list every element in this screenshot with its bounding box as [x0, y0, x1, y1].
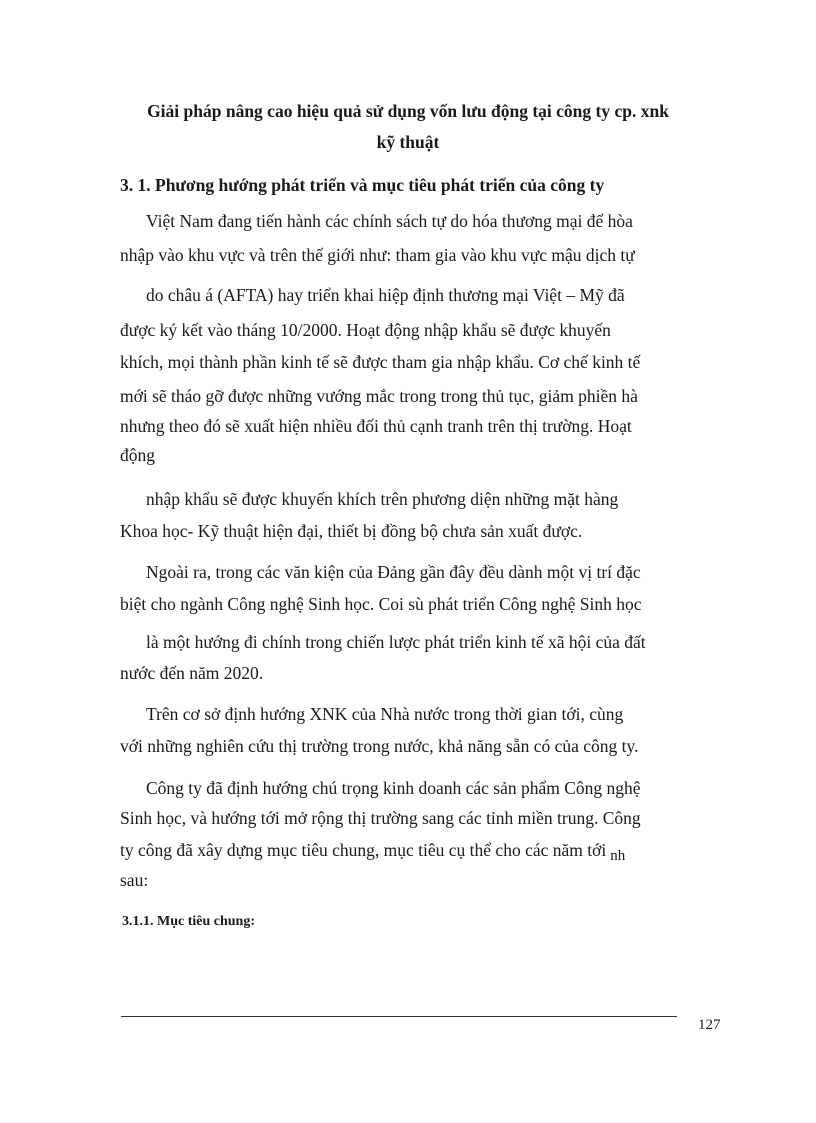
section-heading: 3. 1. Phương hướng phát triển và mục tiêu phát triển của công ty — [120, 175, 605, 195]
text-line: Ngoài ra, trong các văn kiện của Đảng gần đây đều dành một vị trí đặc — [146, 562, 641, 582]
text-fragment: nh — [610, 848, 626, 864]
text-line: Khoa học- Kỹ thuật hiện đại, thiết bị đồng bộ chưa sản xuất được. — [120, 521, 583, 541]
page-number: 127 — [698, 1017, 721, 1033]
text-line: nhập khẩu sẽ được khuyến khích trên phương diện những mặt hàng — [146, 489, 619, 509]
text-line: sau: — [120, 870, 149, 890]
text-line: nhập vào khu vực và trên thế giới như: tham gia vào khu vực mậu dịch tự — [120, 245, 635, 265]
text-line: Sinh học, và hướng tới mở rộng thị trường sang các tỉnh miền trung. Công — [120, 808, 641, 828]
document-title-line-2: kỹ thuật — [376, 132, 440, 152]
text-line: Công ty đã định hướng chú trọng kinh doanh các sản phẩm Công nghệ — [146, 778, 641, 798]
text-line — [120, 838, 625, 864]
text-line: động — [120, 445, 155, 465]
text-line: khích, mọi thành phần kinh tế sẽ được tham gia nhập khẩu. Cơ chế kinh tế — [120, 352, 641, 372]
text-line: do châu á (AFTA) hay triển khai hiệp định thương mại Việt – Mỹ đã — [146, 285, 625, 305]
text-line: Việt Nam đang tiến hành các chính sách tự do hóa thương mại để hòa — [146, 211, 633, 231]
text-line: mới sẽ tháo gỡ được những vướng mắc trong trong thủ tục, giảm phiền hà — [120, 386, 638, 406]
text-line: nước đến năm 2020. — [120, 663, 264, 683]
text-line: Trên cơ sở định hướng XNK của Nhà nước trong thời gian tới, cùng — [146, 704, 624, 724]
text-line: với những nghiên cứu thị trường trong nước, khả năng sẵn có của công ty. — [120, 736, 639, 756]
subheading: 3.1.1. Mục tiêu chung: — [122, 914, 255, 929]
text-line: nhưng theo đó sẽ xuất hiện nhiều đối thủ cạnh tranh trên thị trường. Hoạt — [120, 416, 632, 436]
document-title-line-1: Giải pháp nâng cao hiệu quả sử dụng vốn lưu động tại công ty cp. xnk — [147, 101, 669, 121]
text-line: được ký kết vào tháng 10/2000. Hoạt động nhập khẩu sẽ được khuyến — [120, 320, 611, 340]
footer-rule — [121, 1016, 677, 1017]
text-line: biệt cho ngành Công nghệ Sinh học. Coi sù phát triển Công nghệ Sinh học — [120, 594, 642, 614]
text-line-main: ty công đã xây dựng mục tiêu chung, mục tiêu cụ thể cho các năm tới — [120, 840, 607, 860]
text-line: là một hướng đi chính trong chiến lược phát triển kinh tế xã hội của đất — [146, 632, 646, 652]
